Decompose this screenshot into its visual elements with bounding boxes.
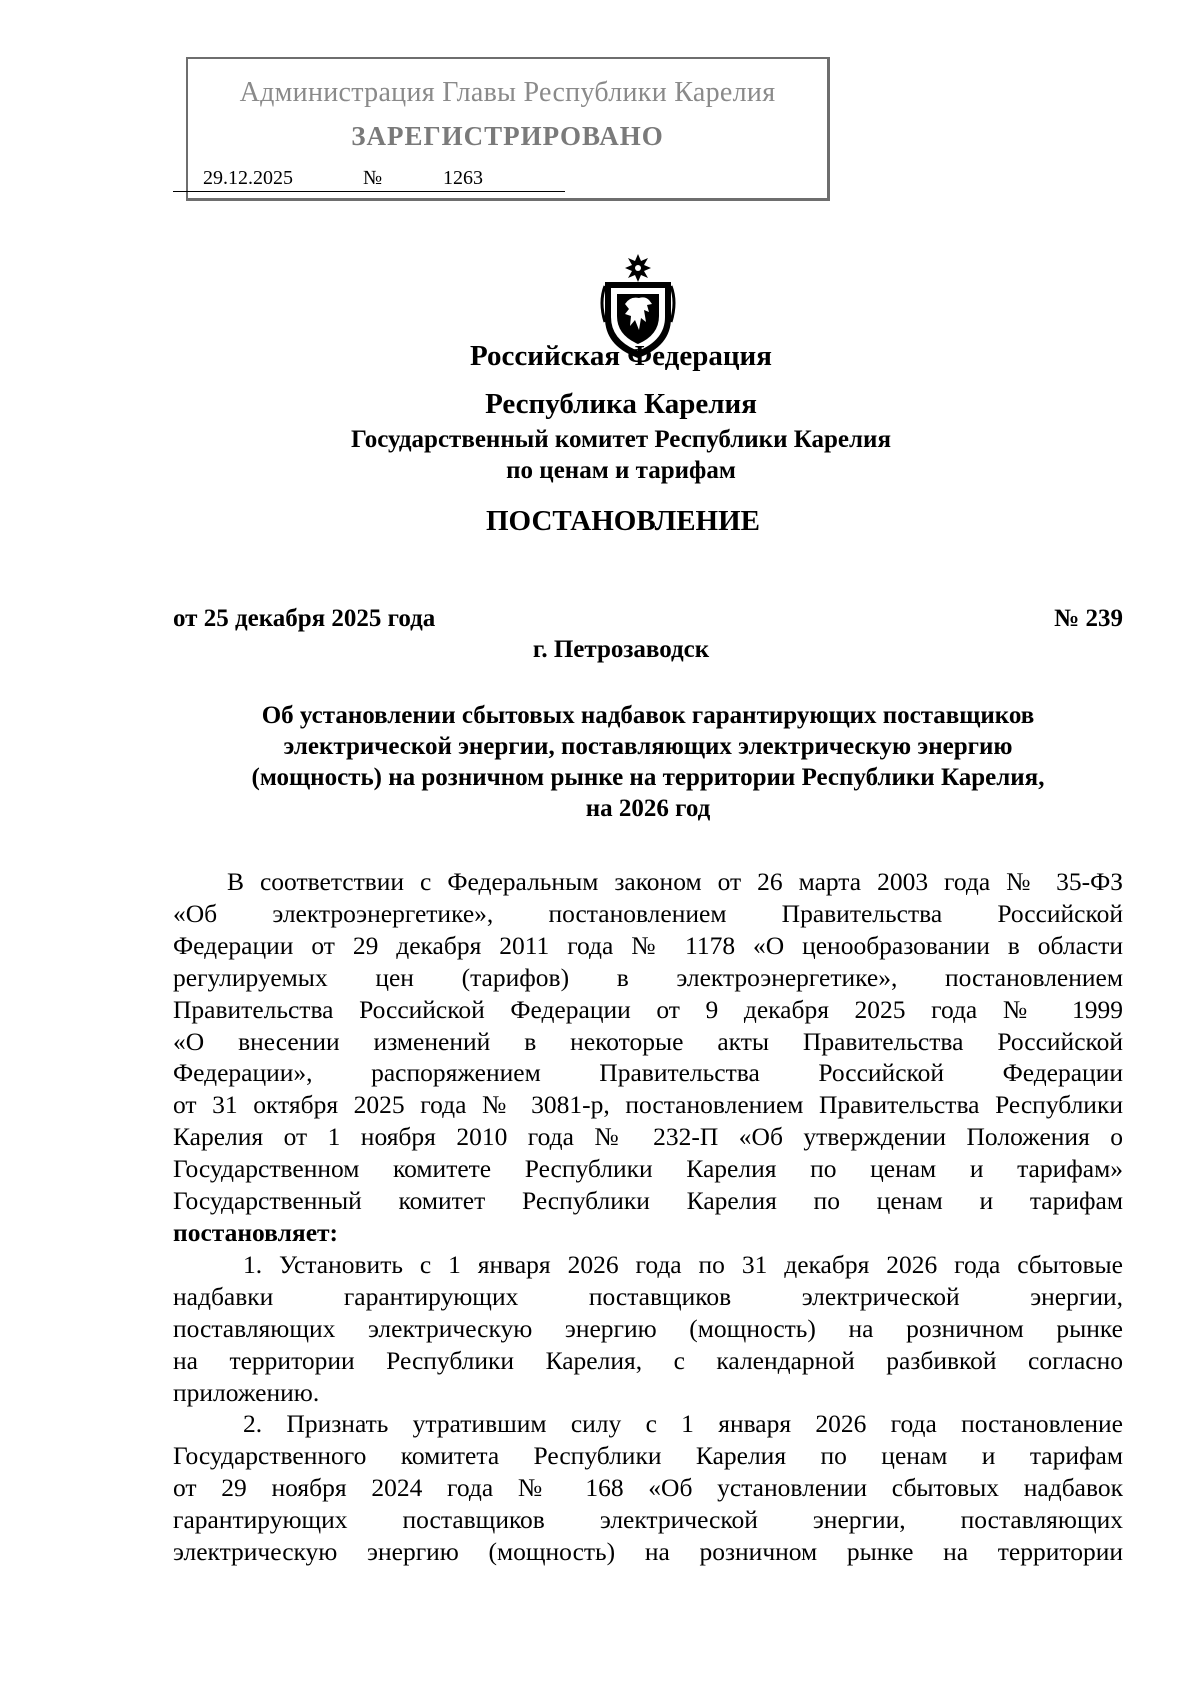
document-title xyxy=(173,700,1123,824)
title-line: электрической энергии, поставляющих электрическую энергию xyxy=(283,733,1013,760)
preamble-line: «О внесении изменений в некоторые акты Правительства Российской xyxy=(173,1026,1123,1056)
item-1-line: приложению. xyxy=(173,1377,320,1407)
preamble-line: Государственном комитете Республики Карелия по ценам и тарифам» xyxy=(173,1154,1123,1184)
preamble-line: Карелия от 1 ноября 2010 года № 232-П «Об утверждении Положения о xyxy=(173,1122,1123,1152)
item-1-line: поставляющих электрическую энергию (мощность) на розничном рынке xyxy=(173,1313,1123,1343)
preamble-line: В соответствии с Федеральным законом от 26 марта 2003 года № 35-ФЗ xyxy=(227,867,1123,896)
date-number-row xyxy=(173,605,1123,633)
item-1-paragraph xyxy=(173,1249,1123,1409)
country-name: Российская Федерация xyxy=(470,340,772,372)
decree-word: постановляет: xyxy=(173,1217,339,1247)
item-2-line: от 29 ноября 2024 года № 168 «Об установлении сбытовых надбавок xyxy=(173,1473,1123,1503)
item-1-line: 1. Установить с 1 января 2026 года по 31 декабря 2026 года сбытовые xyxy=(243,1249,1123,1279)
item-2-line: гарантирующих поставщиков электрической энергии, поставляющих xyxy=(173,1505,1123,1535)
title-line: на 2026 год xyxy=(585,795,711,822)
preamble-line: Правительства Российской Федерации от 9 декабря 2025 года № 1999 xyxy=(173,994,1123,1024)
preamble-paragraph xyxy=(173,866,1123,1249)
document-date: от 25 декабря 2025 года xyxy=(173,605,436,632)
city-name: г. Петрозаводск xyxy=(532,636,710,663)
item-1-line: надбавки гарантирующих поставщиков электрической энергии, xyxy=(173,1281,1123,1311)
stamp-registration-line xyxy=(173,158,613,192)
title-line: (мощность) на розничном рынке на территории Республики Карелия, xyxy=(251,764,1045,791)
preamble-line: от 31 октября 2025 года № 3081-р, постановлением Правительства Республики xyxy=(173,1090,1123,1120)
item-2-line: электрическую энергию (мощность) на розничном рынке на территории xyxy=(173,1537,1123,1567)
committee-name-line2: по ценам и тарифам xyxy=(506,457,736,484)
item-2-line: Государственного комитета Республики Карелия по ценам и тарифам xyxy=(173,1441,1123,1471)
item-2-paragraph xyxy=(173,1408,1123,1568)
title-line: Об установлении сбытовых надбавок гарантирующих поставщиков xyxy=(261,702,1035,729)
republic-name: Республика Карелия xyxy=(485,388,757,420)
document-type: ПОСТАНОВЛЕНИЕ xyxy=(485,505,760,537)
preamble-line: Государственный комитет Республики Карелия по ценам и тарифам xyxy=(173,1186,1123,1216)
stamp-status: ЗАРЕГИСТРИРОВАНО xyxy=(351,121,664,151)
stamp-number-sign: № xyxy=(363,167,383,189)
item-1-line: на территории Республики Карелия, с календарной разбивкой согласно xyxy=(173,1345,1123,1375)
document-number: № 239 xyxy=(1054,605,1123,632)
document-body xyxy=(173,866,1123,1568)
item-2-line: 2. Признать утратившим силу с 1 января 2026 года постановление xyxy=(243,1409,1123,1439)
stamp-organization: Администрация Главы Республики Карелия xyxy=(239,77,776,108)
committee-name-line1: Государственный комитет Республики Карелия xyxy=(351,426,891,453)
preamble-line: Федерации от 29 декабря 2011 года № 1178 «О ценообразовании в области xyxy=(173,930,1123,960)
preamble-line: регулируемых цен (тарифов) в электроэнергетике», постановлением xyxy=(173,962,1123,992)
stamp-date: 29.12.2025 xyxy=(203,167,293,189)
stamp-underline xyxy=(173,191,565,192)
preamble-line: Федерации», распоряжением Правительства Российской Федерации xyxy=(173,1058,1123,1088)
stamp-number: 1263 xyxy=(443,167,483,189)
preamble-line: «Об электроэнергетике», постановлением Правительства Российской xyxy=(173,898,1123,928)
